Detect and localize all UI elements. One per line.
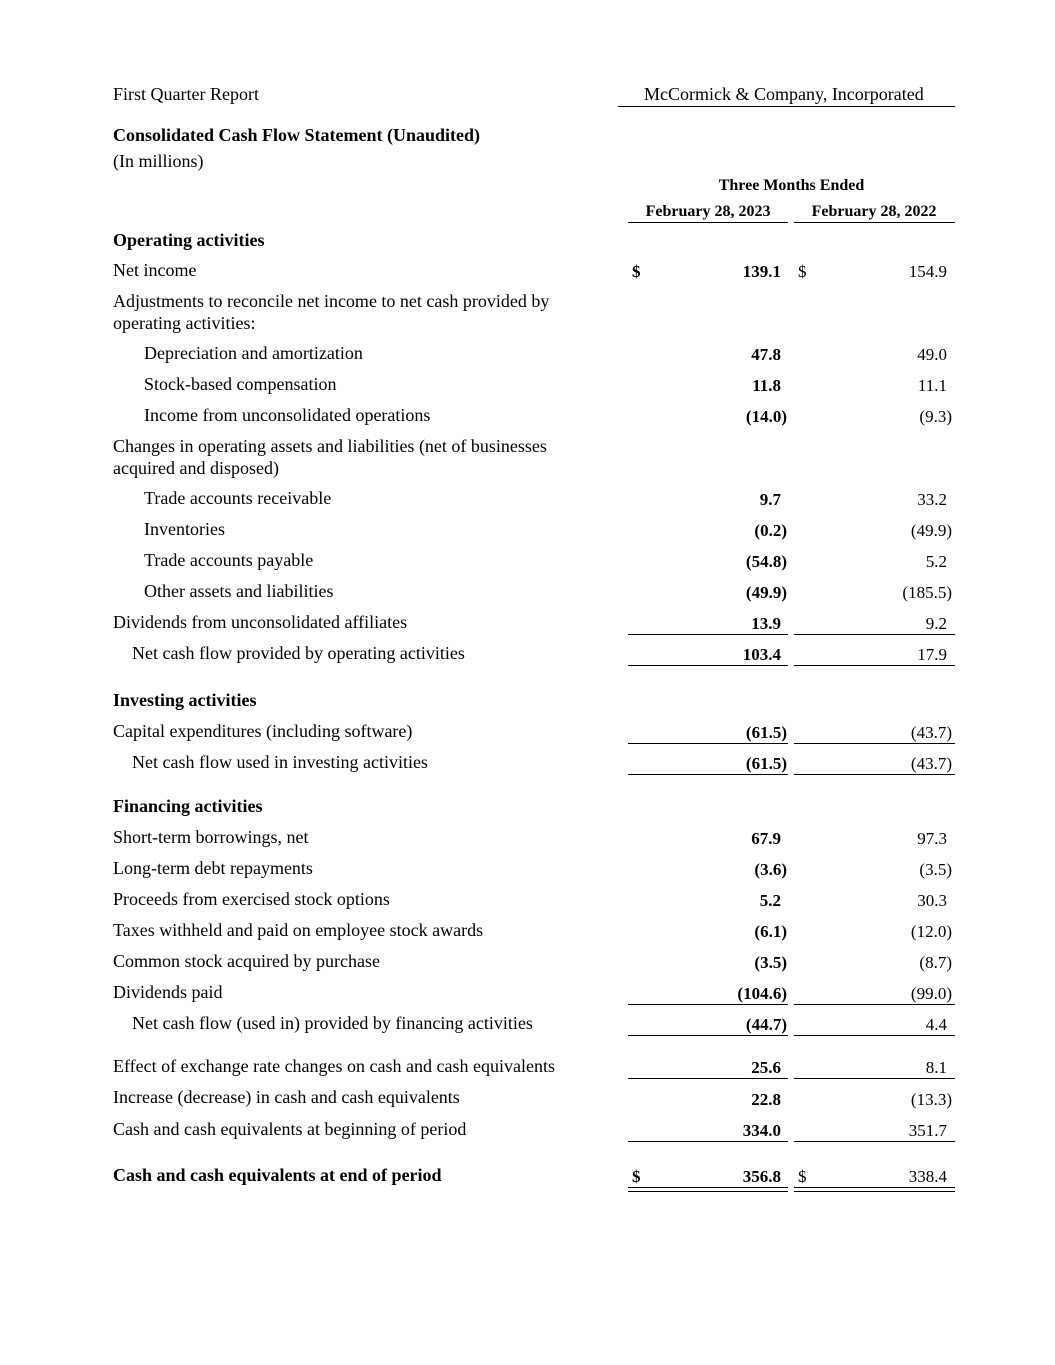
grand-total-double-rule: [628, 1187, 788, 1192]
value-2023: (61.5): [745, 723, 787, 742]
row-label: Depreciation and amortization: [144, 343, 363, 363]
subtotal-rule: [794, 743, 955, 744]
subtotal-rule: [794, 1141, 955, 1142]
row-label: Cash and cash equivalents at beginning of period: [113, 1119, 467, 1139]
row-label: Dividends paid: [113, 982, 223, 1002]
currency-symbol: $: [632, 262, 641, 281]
value-2022: (3.5): [919, 860, 952, 879]
subtotal-rule: [628, 1141, 788, 1142]
company-name: McCormick & Company, Incorporated: [644, 84, 924, 104]
value-2022: 33.2: [917, 490, 947, 509]
value-2023: 22.8: [751, 1090, 781, 1109]
value-2023: 67.9: [751, 829, 781, 848]
subtotal-rule: [794, 1004, 955, 1005]
value-2023: (3.6): [754, 860, 787, 879]
total-rule: [628, 1035, 788, 1036]
subtotal-rule: [628, 634, 788, 635]
total-rule: [628, 665, 788, 666]
total-rule: [794, 774, 955, 775]
value-2022: 351.7: [908, 1121, 947, 1140]
value-2022: 9.2: [925, 614, 947, 633]
value-2023: 25.6: [751, 1058, 781, 1077]
row-label: Net cash flow used in investing activities: [132, 752, 428, 772]
section-operating: Operating activities: [113, 230, 265, 250]
column-rule-2022: [794, 222, 955, 223]
subtotal-rule: [794, 634, 955, 635]
row-label: Common stock acquired by purchase: [113, 951, 380, 971]
value-2022: (8.7): [919, 953, 952, 972]
row-label: Changes in operating assets and liabilities (net of businesses: [113, 436, 547, 456]
value-2023: (54.8): [745, 552, 787, 571]
total-rule: [628, 774, 788, 775]
value-2023: 103.4: [742, 645, 781, 664]
value-2023: 5.2: [759, 891, 781, 910]
section-financing: Financing activities: [113, 796, 263, 816]
row-label: Income from unconsolidated operations: [144, 405, 431, 425]
value-2022: (99.0): [910, 984, 952, 1003]
row-label: Trade accounts payable: [144, 550, 314, 570]
currency-symbol: $: [798, 1167, 807, 1186]
row-label: Increase (decrease) in cash and cash equivalents: [113, 1087, 460, 1107]
grand-total-double-rule: [794, 1187, 955, 1192]
row-label: Taxes withheld and paid on employee stock awards: [113, 920, 484, 940]
column-rule-2023: [628, 222, 788, 223]
value-2022: 49.0: [917, 345, 947, 364]
value-2022: 30.3: [917, 891, 947, 910]
currency-symbol: $: [798, 262, 807, 281]
row-label: Stock-based compensation: [144, 374, 337, 394]
value-2022: 4.4: [925, 1015, 947, 1034]
value-2022: (43.7): [910, 723, 952, 742]
total-rule: [794, 665, 955, 666]
value-2022: 338.4: [908, 1167, 947, 1186]
row-label: Other assets and liabilities: [144, 581, 334, 601]
period-header: Three Months Ended: [718, 177, 865, 194]
value-2022: (13.3): [910, 1090, 952, 1109]
value-2022: (9.3): [919, 407, 952, 426]
subtotal-rule: [628, 743, 788, 744]
value-2023: (104.6): [737, 984, 787, 1003]
value-2022: (12.0): [910, 922, 952, 941]
value-2023: 47.8: [751, 345, 781, 364]
value-2023: 334.0: [742, 1121, 781, 1140]
value-2023: 139.1: [742, 262, 781, 281]
row-label: Net cash flow (used in) provided by financing activities: [132, 1013, 533, 1033]
row-label: operating activities:: [113, 313, 256, 333]
row-label: acquired and disposed): [113, 458, 279, 478]
total-rule: [794, 1035, 955, 1036]
value-2022: 11.1: [917, 376, 947, 395]
header-rule: [618, 106, 955, 107]
row-label: Cash and cash equivalents at end of period: [113, 1165, 442, 1185]
row-label: Trade accounts receivable: [144, 488, 332, 508]
row-label: Net cash flow provided by operating activities: [132, 643, 465, 663]
subtotal-rule: [628, 1004, 788, 1005]
value-2022: (43.7): [910, 754, 952, 773]
report-name: First Quarter Report: [113, 84, 259, 104]
column-header-2023: February 28, 2023: [645, 203, 771, 220]
column-header-2022: February 28, 2022: [811, 203, 937, 220]
value-2023: 356.8: [742, 1167, 781, 1186]
value-2022: 8.1: [925, 1058, 947, 1077]
row-label: Proceeds from exercised stock options: [113, 889, 390, 909]
row-label: Capital expenditures (including software): [113, 721, 413, 741]
currency-symbol: $: [632, 1167, 641, 1186]
statement-title: Consolidated Cash Flow Statement (Unaudited): [113, 125, 481, 145]
value-2022: (185.5): [902, 583, 952, 602]
subtotal-rule: [794, 1078, 955, 1079]
value-2022: 5.2: [925, 552, 947, 571]
value-2022: 17.9: [917, 645, 947, 664]
row-label: Dividends from unconsolidated affiliates: [113, 612, 408, 632]
row-label: Effect of exchange rate changes on cash and cash equivalents: [113, 1056, 555, 1076]
subtotal-rule: [628, 1078, 788, 1079]
value-2023: (49.9): [745, 583, 787, 602]
value-2023: (6.1): [754, 922, 787, 941]
value-2022: (49.9): [910, 521, 952, 540]
value-2023: (14.0): [745, 407, 787, 426]
row-label: Short-term borrowings, net: [113, 827, 309, 847]
value-2022: 154.9: [908, 262, 947, 281]
value-2022: 97.3: [917, 829, 947, 848]
row-label: Adjustments to reconcile net income to net cash provided by: [113, 291, 550, 311]
value-2023: (44.7): [745, 1015, 787, 1034]
section-investing: Investing activities: [113, 690, 257, 710]
value-2023: 13.9: [751, 614, 781, 633]
row-label: Long-term debt repayments: [113, 858, 313, 878]
value-2023: (61.5): [745, 754, 787, 773]
row-label: Net income: [113, 260, 197, 280]
value-2023: (3.5): [754, 953, 787, 972]
value-2023: 11.8: [752, 376, 781, 395]
row-label: Inventories: [144, 519, 225, 539]
units-note: (In millions): [113, 151, 204, 171]
value-2023: (0.2): [754, 521, 787, 540]
value-2023: 9.7: [759, 490, 781, 509]
